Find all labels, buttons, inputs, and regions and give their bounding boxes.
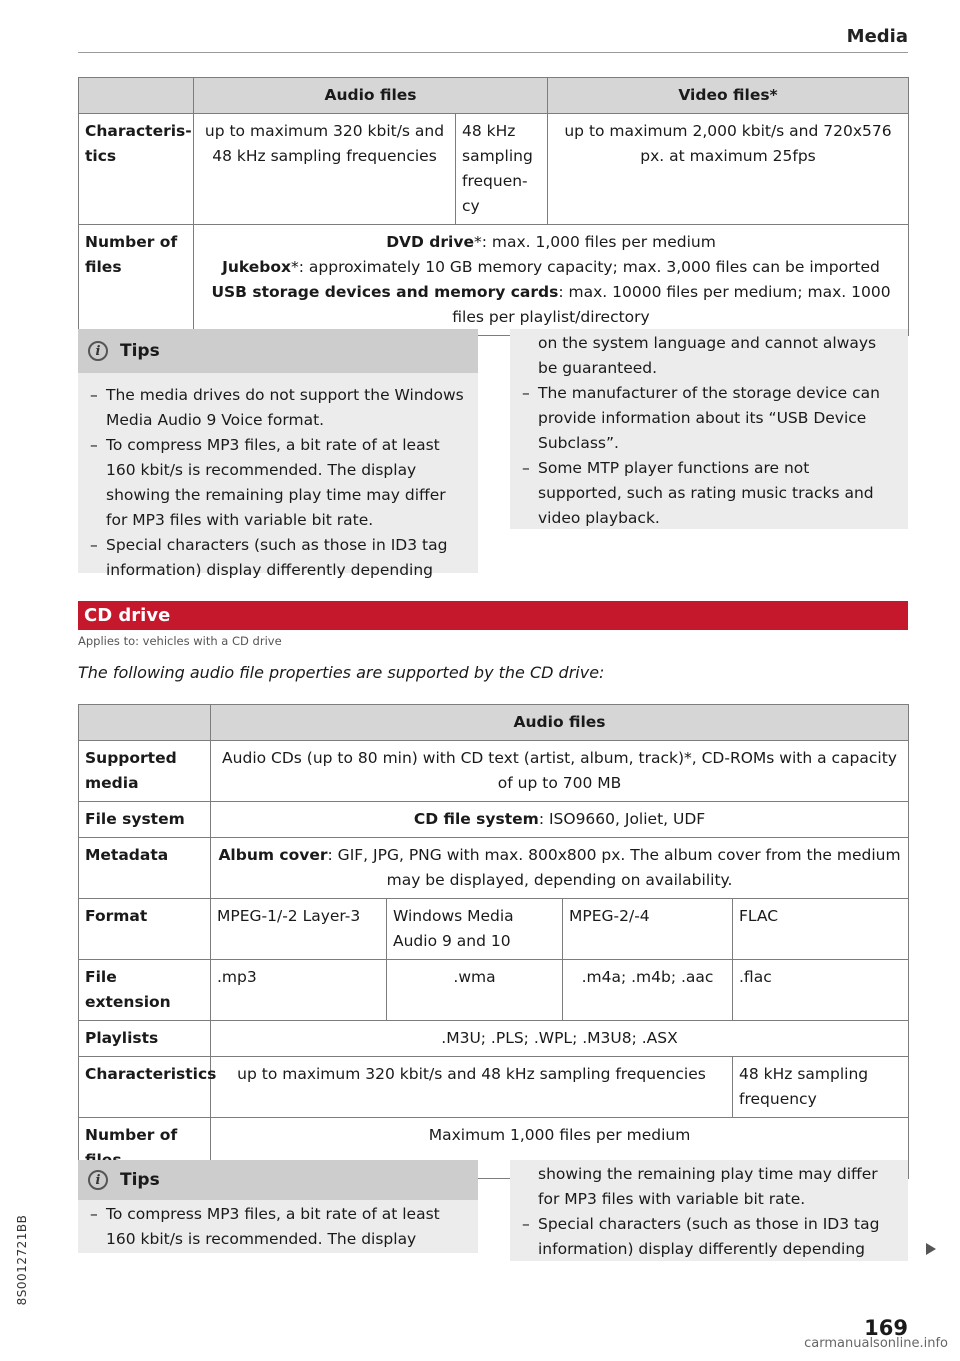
watermark: carmanualsonline.info [804, 1336, 948, 1351]
tips-cont-text: showing the remaining play time may differ for MP3 files with variable bit rate. [538, 1165, 878, 1208]
dvd-drive-label: DVD drive [386, 233, 474, 251]
format-wma: Windows Media Audio 9 and 10 [387, 899, 563, 960]
file-system-value [211, 802, 909, 838]
tips-box [78, 329, 478, 579]
table-row [79, 1021, 909, 1057]
format-flac: FLAC [733, 899, 909, 960]
tips-continuation [510, 1160, 908, 1261]
jukebox-text: *: approximately 10 GB memory capacity; max. 3,000 files can be imported [291, 258, 880, 276]
header-audio-files: Audio files [211, 705, 909, 741]
cd-file-system-text: : ISO9660, Joliet, UDF [538, 810, 706, 828]
row-label-supported-media: Supported media [79, 741, 211, 802]
row-label-metadata: Metadata [79, 838, 211, 899]
characteristics-value: up to maximum 320 kbit/s and 48 kHz sampling frequencies [211, 1057, 733, 1118]
table-row [79, 899, 909, 960]
media-files-table [78, 77, 909, 336]
ext-m4a: .m4a; .m4b; .aac [563, 960, 733, 1021]
info-icon: i [88, 1170, 108, 1190]
table-row [79, 802, 909, 838]
number-of-files-value [194, 225, 909, 336]
tips-title: Tips [120, 1170, 160, 1190]
row-label-number-of-files: Number of files [79, 225, 194, 336]
table-row [79, 960, 909, 1021]
applies-to-note: Applies to: vehicles with a CD drive [78, 634, 282, 648]
ext-mp3: .mp3 [211, 960, 387, 1021]
table-row [79, 838, 909, 899]
jukebox-label: Jukebox [222, 258, 292, 276]
usb-label: USB storage devices and memory cards [211, 283, 559, 301]
info-icon: i [88, 341, 108, 361]
album-cover-text: : GIF, JPG, PNG with max. 800x800 px. The album cover from the medium may be displayed, depending on availability. [327, 846, 901, 889]
tips-title: Tips [120, 341, 160, 361]
page-header-title: Media [846, 26, 908, 47]
row-label-characteristics: Characteris-tics [79, 114, 194, 225]
continue-arrow-icon [926, 1243, 936, 1255]
page-number: 169 [864, 1316, 908, 1340]
header-blank-cell [79, 78, 194, 114]
supported-media-value: Audio CDs (up to 80 min) with CD text (artist, album, track)*, CD-ROMs with a capacity of up to 700 MB [211, 741, 909, 802]
table-row [79, 741, 909, 802]
table-row [79, 1057, 909, 1118]
header-audio-files: Audio files [194, 78, 548, 114]
header-rule [78, 52, 908, 53]
cd-file-system-label: CD file system [413, 810, 539, 828]
ext-flac: .flac [733, 960, 909, 1021]
format-mp3: MPEG-1/-2 Layer-3 [211, 899, 387, 960]
intro-text: The following audio file properties are supported by the CD drive: [78, 663, 605, 682]
usb-text: : max. 10000 files per medium; max. 1000 files per playlist/directory [452, 283, 891, 326]
header-video-files: Video files* [548, 78, 909, 114]
ext-wma: .wma [387, 960, 563, 1021]
document-code [14, 1180, 30, 1340]
tips-header [78, 329, 478, 373]
list-item: – The manufacturer of the storage device can provide information about its “USB Device Subclass”. [538, 381, 894, 456]
audio-sampling: 48 kHz sampling frequen-cy [456, 114, 548, 225]
tips-box [78, 1160, 478, 1253]
section-title: CD drive [78, 601, 908, 630]
list-item: – Special characters (such as those in ID3 tag information) display differently depending [106, 533, 464, 583]
row-label-playlists: Playlists [79, 1021, 211, 1057]
list-item: – To compress MP3 files, a bit rate of at least 160 kbit/s is recommended. The display showing the remaining play time may differ for MP3 files with variable bit rate. [106, 433, 464, 533]
playlists-value: .M3U; .PLS; .WPL; .M3U8; .ASX [211, 1021, 909, 1057]
row-label-number-of-files: Number of [79, 1118, 211, 1179]
row-label-format: Format [79, 899, 211, 960]
metadata-value [211, 838, 909, 899]
video-characteristics: up to maximum 2,000 kbit/s and 720x576 px. at maximum 25fps [548, 114, 909, 225]
album-cover-label: Album cover [218, 846, 328, 864]
table-header-row [79, 78, 909, 114]
tips-continuation [510, 329, 908, 529]
number-of-files-value: Maximum 1,000 files per medium [211, 1118, 909, 1179]
tips-header [78, 1160, 478, 1200]
tips-cont-list [538, 1212, 894, 1262]
dvd-drive-text: *: max. 1,000 files per medium [473, 233, 716, 251]
tips-cont-list [538, 381, 894, 531]
list-item: – To compress MP3 files, a bit rate of at least 160 kbit/s is recommended. The display [106, 1202, 464, 1252]
list-item: – Some MTP player functions are not supported, such as rating music tracks and video playback. [538, 456, 894, 531]
header-blank-cell [79, 705, 211, 741]
row-label-file-system: File system [79, 802, 211, 838]
cd-audio-table [78, 704, 909, 1179]
list-item: – The media drives do not support the Windows Media Audio 9 Voice format. [106, 383, 464, 433]
tips-list [78, 1200, 478, 1260]
tips-list [78, 373, 478, 591]
audio-characteristics: up to maximum 320 kbit/s and 48 kHz sampling frequencies [194, 114, 456, 225]
tips-cont-text: on the system language and cannot always be guaranteed. [538, 334, 877, 377]
row-label-characteristics: Characteristics [79, 1057, 211, 1118]
row-label-file-extension: File extension [79, 960, 211, 1021]
format-mpeg4: MPEG-2/-4 [563, 899, 733, 960]
document-code-text: 8S0012721BB [15, 1214, 29, 1306]
table-header-row [79, 705, 909, 741]
list-item: – Special characters (such as those in ID3 tag information) display differently depending [538, 1212, 894, 1262]
characteristics-sampling: 48 kHz sampling frequency [733, 1057, 909, 1118]
table-row [79, 114, 909, 225]
table-row [79, 225, 909, 336]
